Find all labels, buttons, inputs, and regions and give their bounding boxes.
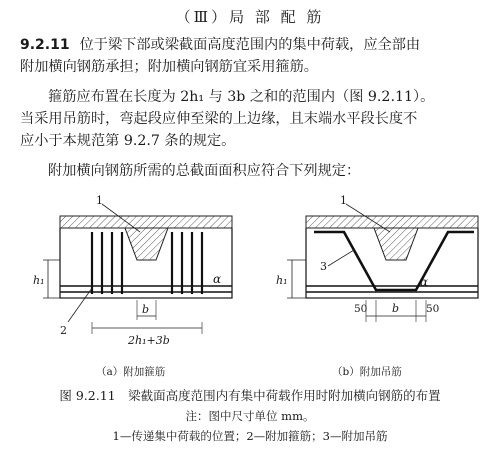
load-beam-section <box>374 228 418 260</box>
slab-hatch <box>60 216 232 228</box>
label-2: 2 <box>60 324 67 337</box>
paragraph-3 <box>20 160 492 182</box>
dim-50-right: 50 <box>426 303 440 315</box>
alpha-label: α <box>420 275 429 289</box>
clause-number: 9.2.11 <box>20 37 70 53</box>
stirrups-right <box>172 232 202 294</box>
clause-9-2-11 <box>20 34 492 78</box>
leader-3 <box>328 250 354 266</box>
figure-caption: 图 9.2.11 梁截面高度范围内有集中荷载作用时附加横向钢筋的布置 <box>59 388 441 403</box>
figure-b-hanger-bars <box>270 188 485 360</box>
h1-label: h₁ <box>33 274 45 287</box>
stirrups-left <box>92 232 122 294</box>
slab-hatch <box>306 216 478 228</box>
leader-2 <box>68 288 92 322</box>
clause-line-1: 位于梁下部或梁截面高度范围内的集中荷载，应全部由 <box>79 37 421 53</box>
load-beam-section <box>125 228 168 260</box>
h1-label: h₁ <box>276 274 288 287</box>
b-label: b <box>392 302 400 315</box>
dim-50-left: 50 <box>354 303 368 315</box>
caption-b: （b）附加吊筋 <box>332 366 402 378</box>
range-label: 2h₁+3b <box>128 334 170 347</box>
label-1: 1 <box>340 194 347 207</box>
figure-a-stirrups <box>30 188 240 360</box>
alpha-label: α <box>213 272 222 286</box>
clause-line-2: 附加横向钢筋承担；附加横向钢筋宜采用箍筋。 <box>20 59 318 75</box>
label-1: 1 <box>96 194 103 207</box>
section-title: （Ⅲ）局 部 配 筋 <box>175 8 325 26</box>
figure-note: 注：图中尺寸单位 mm。 <box>185 409 315 423</box>
figure-legend: 1—传递集中荷载的位置；2—附加箍筋；3—附加吊筋 <box>112 429 388 443</box>
paragraph-2 <box>20 86 492 152</box>
para3-line-1: 附加横向钢筋所需的总截面面积应符合下列规定： <box>48 163 361 179</box>
para2-line-2: 当采用吊筋时，弯起段应伸至梁的上边缘，且末端水平段长度不 <box>20 111 418 127</box>
caption-a: （a）附加箍筋 <box>96 366 166 378</box>
label-3: 3 <box>320 260 327 273</box>
b-label: b <box>142 303 150 316</box>
para2-line-3: 应小于本规范第 9.2.7 条的规定。 <box>20 133 236 149</box>
para2-line-1: 箍筋应布置在长度为 2h₁ 与 3b 之和的范围内（图 9.2.11）。 <box>48 89 435 105</box>
